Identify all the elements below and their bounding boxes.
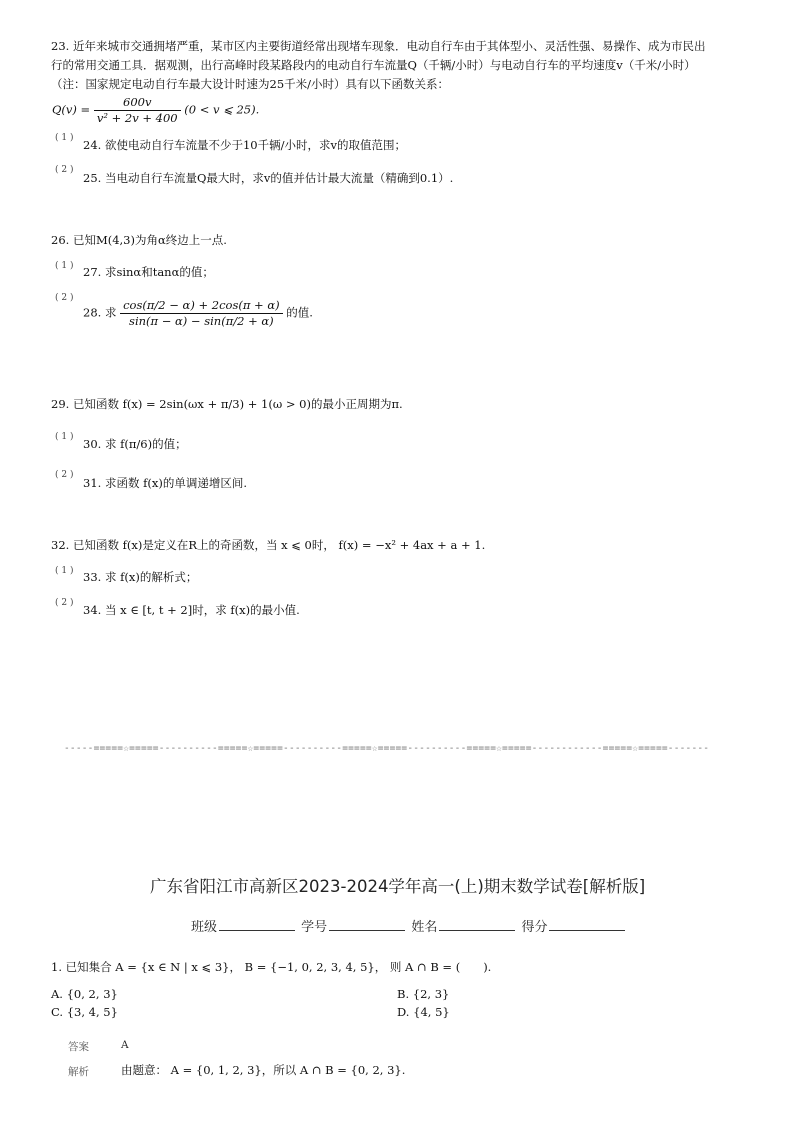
q1-option-a: A. {0, 2, 3} [51, 987, 118, 1001]
q29-stem: 29. 已知函数 f(x) = 2sin(ωx + π/3) + 1(ω > 0)的最小正周期为π. [51, 397, 403, 411]
q32-sub1-tag: ( 1 ) [55, 566, 74, 576]
q23-formula-numerator: 600v [94, 95, 181, 111]
q1-option-c: C. {3, 4, 5} [51, 1005, 118, 1019]
q26-sub2-tag: ( 2 ) [55, 293, 74, 303]
q23-formula-condition: (0 < v ⩽ 25). [184, 102, 260, 117]
q23-line2: 行的常用交通工具．据观测，出行高峰时段某路段内的电动自行车流量Q（千辆/小时）与电动自行车的平均速度v（千米/小时） [51, 58, 696, 72]
q1-stem: 1. 已知集合 A = {x ∈ N | x ⩽ 3}， B = {−1, 0, 2, 3, 4, 5}， 则 A ∩ B = ( ). [51, 960, 492, 974]
analysis-text: 由题意： A = {0, 1, 2, 3}，所以 A ∩ B = {0, 2, 3}. [121, 1063, 406, 1077]
q29-sub1: 30. 求 f(π/6)的值； [83, 437, 187, 451]
student-id-blank[interactable] [329, 930, 405, 931]
q23-line1: 23. 近年来城市交通拥堵严重，某市区内主要街道经常出现堵车现象．电动自行车由于其体型小、灵活性强、易操作、成为市民出 [51, 39, 706, 53]
q23-sub2-tag: ( 2 ) [55, 165, 74, 175]
q26-sub1-tag: ( 1 ) [55, 261, 74, 271]
q23-sub1-tag: ( 1 ) [55, 133, 74, 143]
q23-sub1: 24. 欲使电动自行车流量不少于10千辆/小时，求v的取值范围； [83, 138, 406, 152]
name-label: 姓名 [411, 920, 438, 935]
score-blank[interactable] [549, 930, 625, 931]
q32-stem: 32. 已知函数 f(x)是定义在R上的奇函数，当 x ⩽ 0时， f(x) = −x² + 4ax + a + 1. [51, 538, 486, 552]
class-blank[interactable] [219, 930, 295, 931]
q32-sub1: 33. 求 f(x)的解析式； [83, 570, 198, 584]
q26-sub2-fraction [120, 298, 282, 329]
q1-option-b: B. {2, 3} [397, 987, 450, 1001]
student-id-label: 学号 [301, 920, 328, 935]
q1-option-d: D. {4, 5} [397, 1005, 450, 1019]
q26-sub2-numerator: cos(π/2 − α) + 2cos(π + α) [120, 298, 282, 314]
q23-line3: （注：国家规定电动自行车最大设计时速为25千米/小时）具有以下函数关系： [51, 77, 450, 91]
q32-sub2: 34. 当 x ∈ [t, t + 2]时，求 f(x)的最小值. [83, 603, 300, 617]
q23-formula [52, 95, 259, 126]
q32-sub2-tag: ( 2 ) [55, 598, 74, 608]
q23-formula-fraction [94, 95, 181, 126]
q26-sub2-denominator: sin(π − α) − sin(π/2 + α) [129, 314, 274, 328]
analysis-label: 解析 [68, 1066, 89, 1078]
q23-formula-denominator: v² + 2v + 400 [96, 111, 178, 125]
paper-title: 广东省阳江市高新区2023-2024学年高一(上)期末数学试卷[解析版] [150, 877, 646, 896]
class-label: 班级 [191, 920, 218, 935]
q26-sub2-suffix: 的值. [286, 305, 313, 320]
q26-stem: 26. 已知M(4,3)为角α终边上一点. [51, 233, 227, 247]
student-info-fields [191, 916, 627, 935]
score-label: 得分 [521, 920, 548, 935]
name-blank[interactable] [439, 930, 515, 931]
answer-label: 答案 [68, 1041, 89, 1053]
q26-sub2 [83, 298, 313, 329]
q23-formula-lhs: Q(v) = [52, 102, 91, 117]
section-separator: -----=====☆=====----------=====☆=====----------=====☆=====----------=====☆=====------------=====☆=====------- [64, 743, 710, 754]
q29-sub2-tag: ( 2 ) [55, 470, 74, 480]
q23-sub2: 25. 当电动自行车流量Q最大时，求v的值并估计最大流量（精确到0.1）. [83, 171, 454, 185]
q29-sub2: 31. 求函数 f(x)的单调递增区间. [83, 476, 247, 490]
q29-sub1-tag: ( 1 ) [55, 432, 74, 442]
answer-value: A [121, 1039, 129, 1051]
q26-sub1: 27. 求sinα和tanα的值； [83, 265, 214, 279]
q26-sub2-prefix: 28. 求 [83, 305, 117, 320]
